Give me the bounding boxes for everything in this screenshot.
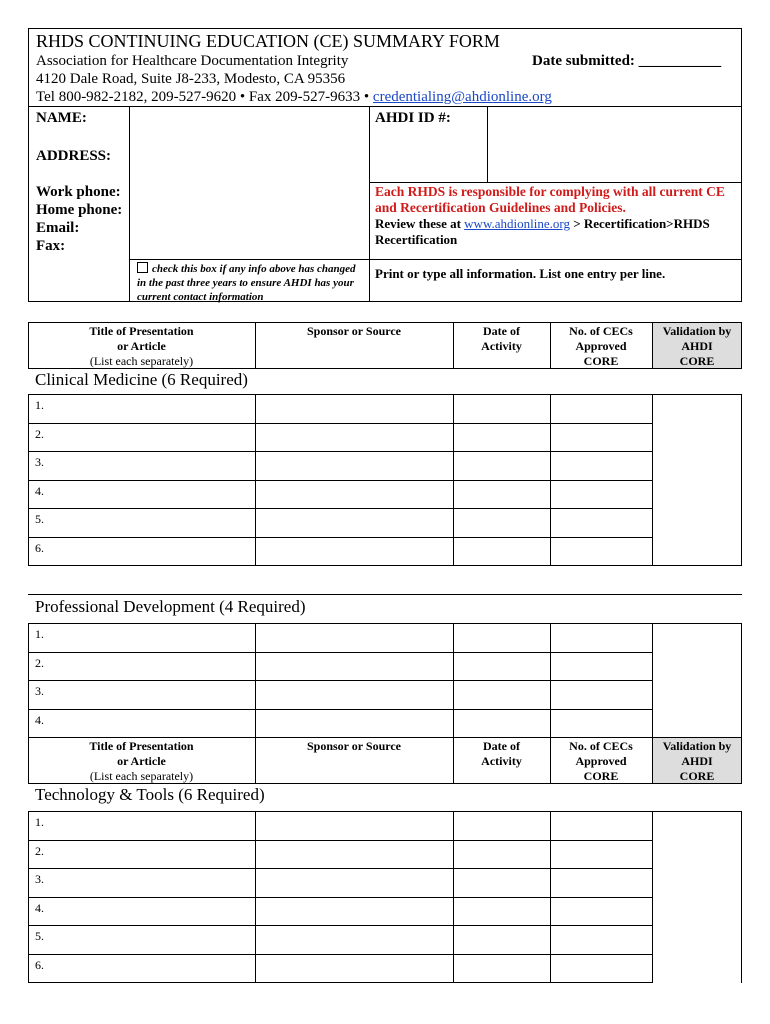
col-title-line3: (List each separately) [89,354,194,368]
col-date-header-2 [453,739,550,769]
col-validation-header [652,324,742,369]
section-professional-title: Professional Development (4 Required) [35,597,306,616]
col-validation-line2: AHDI [681,339,713,353]
tech-row-number: 6. [35,958,44,972]
contact-prefix: Tel 800-982-2182, 209-527-9620 • Fax 209-527-9633 • [36,89,370,105]
fax-label: Fax: [36,238,66,254]
org-name: Association for Healthcare Documentation Integrity [36,53,349,69]
info-divider-2 [369,106,370,302]
prof-row-number: 3. [35,684,44,698]
check-info-row [137,262,365,304]
tech-row-number: 3. [35,872,44,886]
col-title-line2: or Article [117,339,166,353]
work-phone-label: Work phone: [36,184,121,200]
col-cecs-line1: No. of CECs [569,324,633,338]
prof-row-number: 2. [35,656,44,670]
home-phone-label: Home phone: [36,202,123,218]
info-hline-right [369,182,742,183]
col-title-line2: or Article [117,754,166,768]
col-cecs-line2: Approved [575,339,627,353]
col-title-line1: Title of Presentation [89,739,194,753]
clinical-row-number: 2. [35,427,44,441]
section-technology-title: Technology & Tools (6 Required) [35,785,265,804]
prof-row-number: 1. [35,627,44,641]
prof-col-div-4 [652,623,653,738]
col-cecs-line3: CORE [583,354,619,368]
review-prefix: Review these at [375,216,461,231]
tech-row-div [28,954,652,955]
col-title-line3: (List each separately) [89,769,194,783]
clinical-row-number: 3. [35,455,44,469]
name-label: NAME: [36,110,87,126]
clinical-row-number: 6. [35,541,44,555]
col-cecs-line2: Approved [575,754,627,768]
col-validation-line3: CORE [679,769,715,783]
tech-row-number: 4. [35,901,44,915]
clinical-col-div-4 [652,394,653,566]
email-label: Email: [36,220,80,236]
form-title: RHDS CONTINUING EDUCATION (CE) SUMMARY FORM [36,31,500,51]
review-text [375,216,737,248]
col-cecs-header-2 [550,739,652,784]
clinical-row-number: 4. [35,484,44,498]
tech-row-div [28,982,652,983]
col-date-line1: Date of [483,739,520,753]
print-instruction: Print or type all information. List one entry per line. [375,266,666,281]
tech-col-div-4 [652,811,653,983]
check-info-text: check this box if any info above has changed in the past three years to ensure AHDI has your current contact information [137,263,356,303]
col-sponsor-header-2: Sponsor or Source [306,739,402,753]
col-date-header [453,324,550,354]
clinical-row-div [28,480,652,481]
clinical-row-number: 1. [35,398,44,412]
ahdi-id-label: AHDI ID #: [375,110,451,126]
col-date-line2: Activity [481,754,522,768]
col-validation-line3: CORE [679,354,715,368]
tech-row-div [28,925,652,926]
date-submitted-label: Date submitted: ___________ [532,53,722,69]
tech-row-div [28,840,652,841]
tech-row-div [28,897,652,898]
clinical-row-div [28,451,652,452]
clinical-row-number: 5. [35,512,44,526]
col-title-header-2 [28,739,255,784]
info-hline-bottom [129,259,742,260]
col-sponsor-header: Sponsor or Source [306,324,402,338]
col-cecs-header [550,324,652,369]
col-validation-header-2 [652,739,742,784]
ahdi-website-link[interactable]: www.ahdionline.org [464,216,570,231]
contact-line [36,89,552,106]
professional-top-rule [28,594,742,595]
col-date-line2: Activity [481,339,522,353]
tech-row-number: 5. [35,929,44,943]
clinical-row-div [28,423,652,424]
col-validation-line1: Validation by [662,739,732,753]
email-link[interactable]: credentialing@ahdionline.org [372,89,552,105]
header-divider [28,106,742,107]
address-label: ADDRESS: [36,148,112,164]
clinical-row-div [28,537,652,538]
col-title-line1: Title of Presentation [89,324,194,338]
col-cecs-line1: No. of CECs [569,739,633,753]
info-changed-checkbox[interactable] [137,262,148,273]
tech-row-number: 2. [35,844,44,858]
responsibility-text: Each RHDS is responsible for complying with all current CE and Recertification Guidelines and Policies. [375,184,725,215]
review-suffix: > Recertification>RHDS Recertification [375,216,710,247]
prof-row-div [28,680,652,681]
prof-row-div [28,652,652,653]
clinical-row-div [28,508,652,509]
col-cecs-line3: CORE [583,769,619,783]
prof-row-number: 4. [35,713,44,727]
info-divider-3 [487,106,488,182]
col-validation-line1: Validation by [662,324,732,338]
col-validation-line2: AHDI [681,754,713,768]
tech-row-div [28,868,652,869]
col-date-line1: Date of [483,324,520,338]
info-divider-1 [129,106,130,302]
prof-row-div [28,709,652,710]
section-clinical-title: Clinical Medicine (6 Required) [35,370,248,389]
col-title-header [28,324,255,369]
tech-row-number: 1. [35,815,44,829]
org-address: 4120 Dale Road, Suite J8-233, Modesto, CA 95356 [36,71,346,87]
